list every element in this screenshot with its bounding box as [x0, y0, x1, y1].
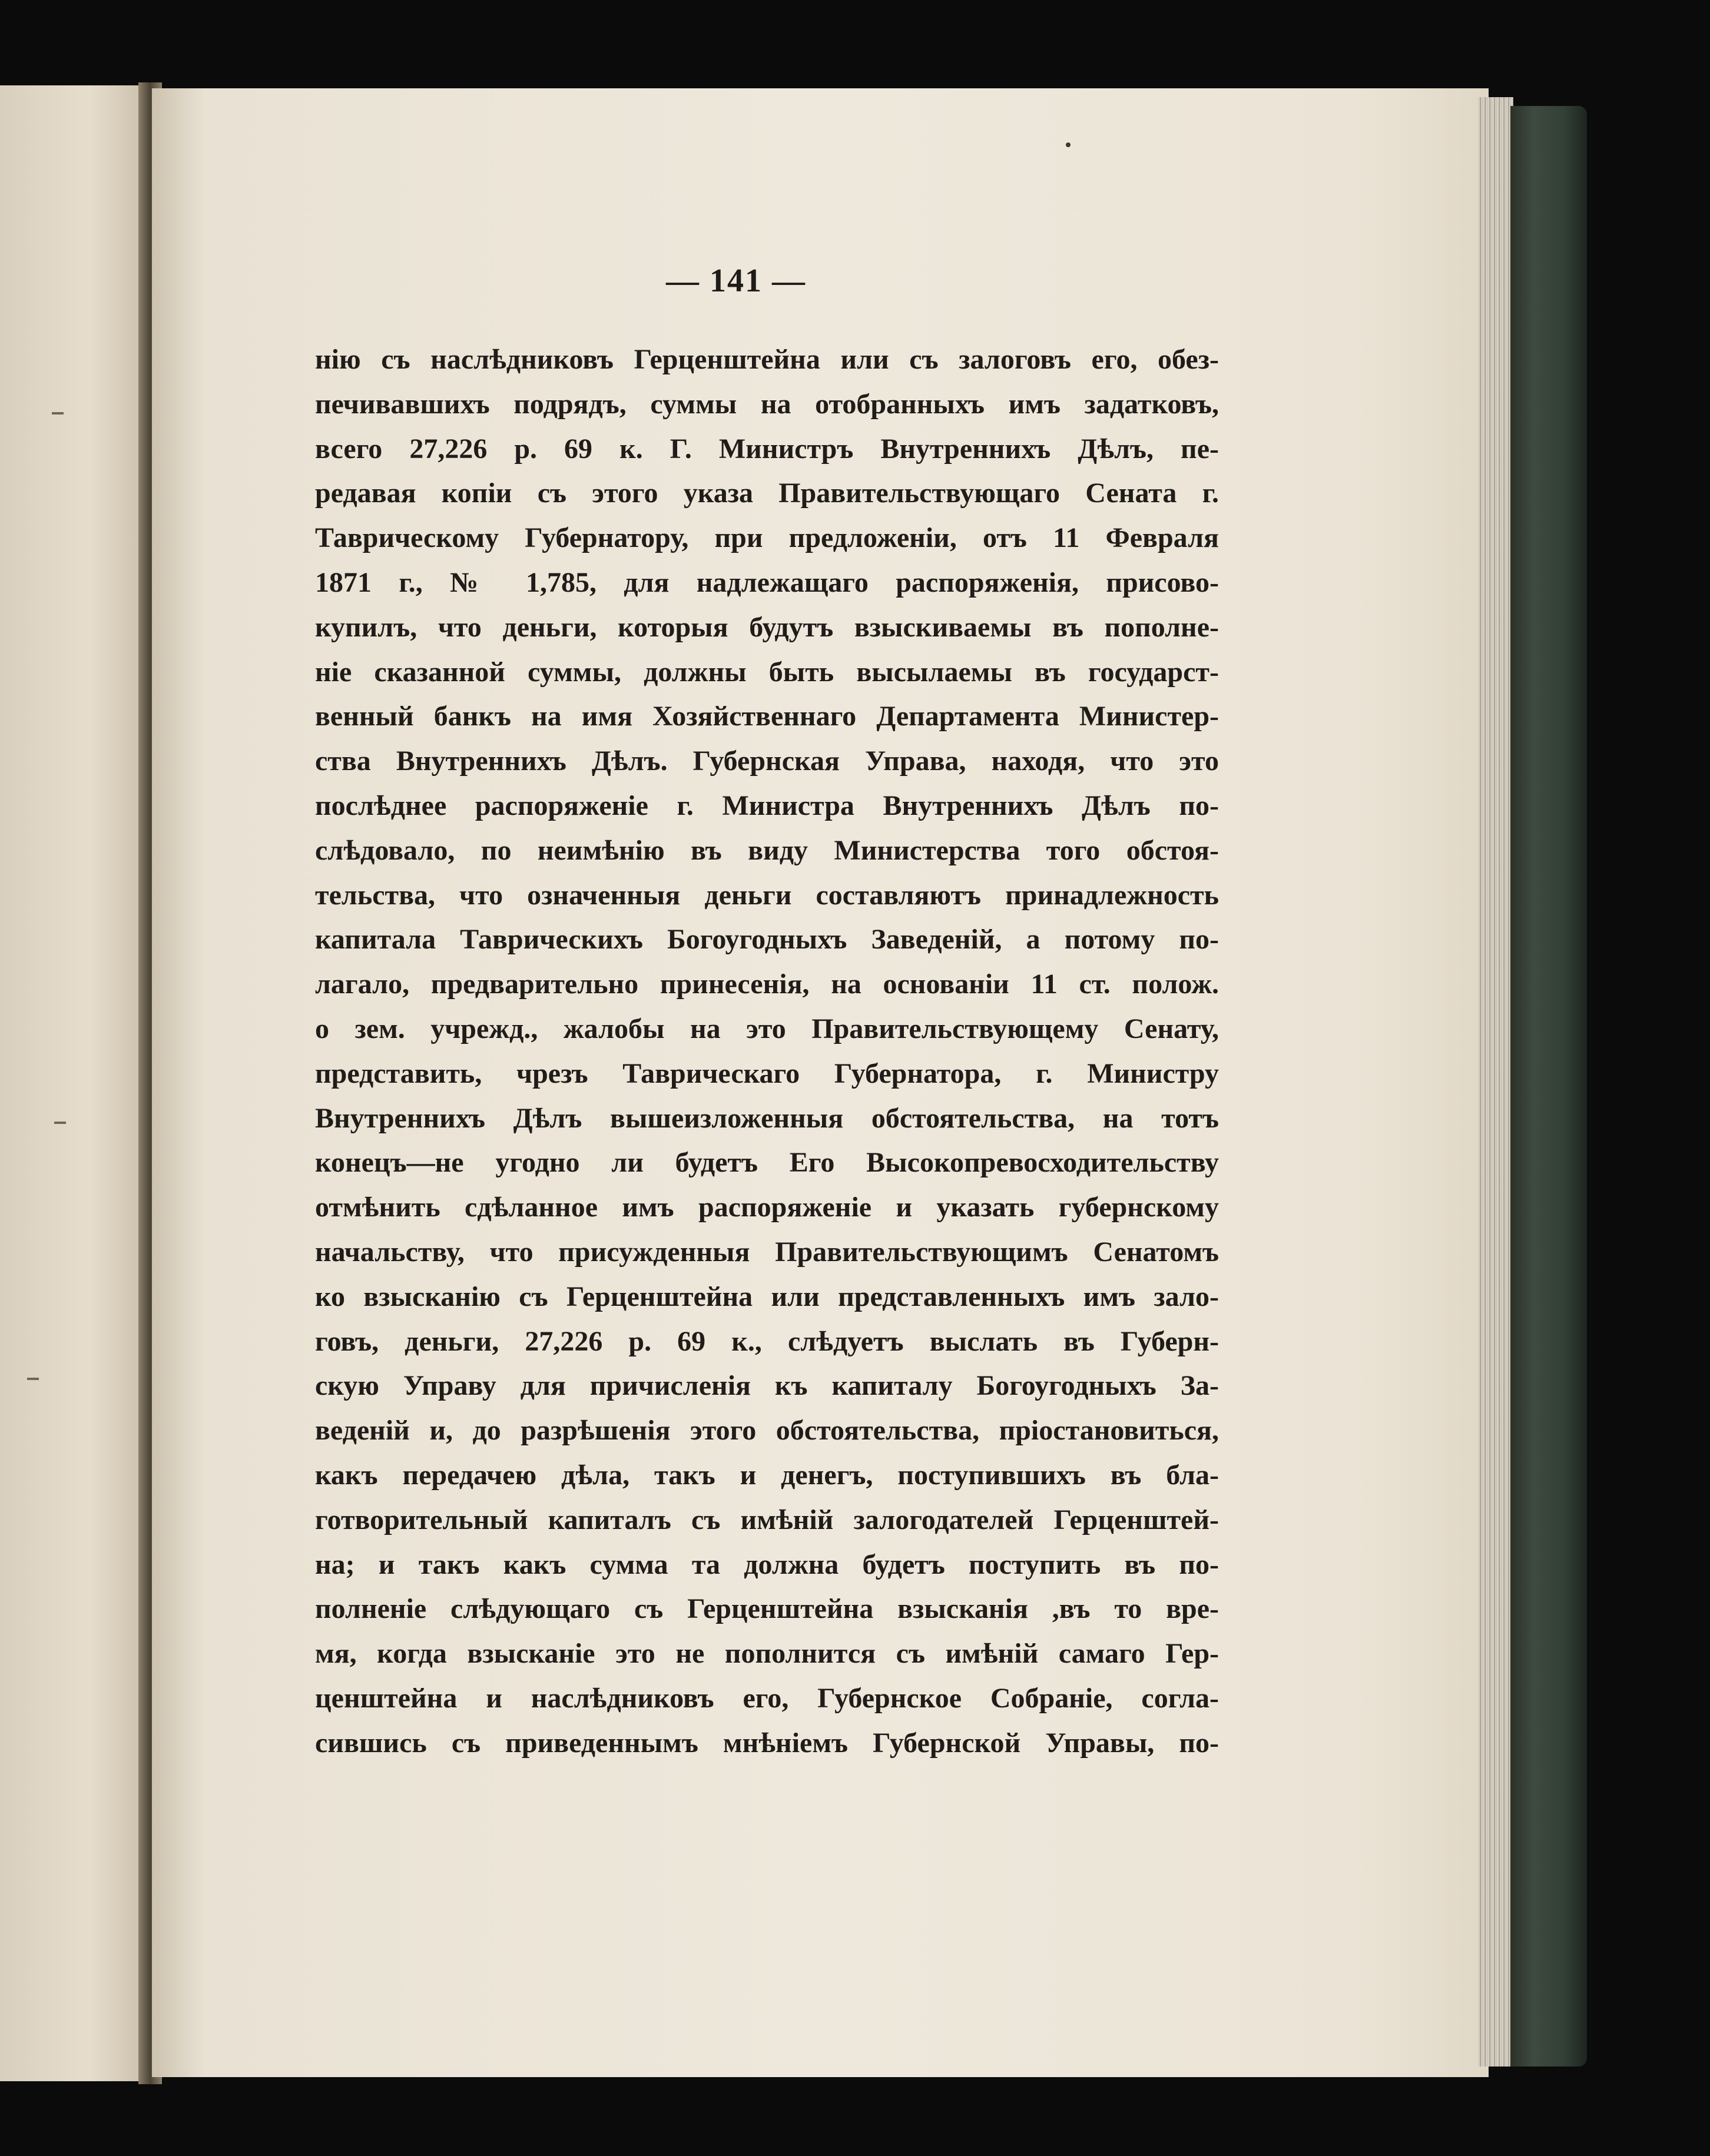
text-line: Внутреннихъ Дѣлъ вышеизложенныя обстоятельства, на тотъ: [315, 1102, 1219, 1134]
text-line: ства Внутреннихъ Дѣлъ. Губернская Управа, находя, что это: [315, 745, 1219, 777]
text-line: 1871 г., № 1,785, для надлежащаго распоряженія, присово-: [315, 566, 1219, 598]
text-line: представить, чрезъ Таврическаго Губернатора, г. Министру: [315, 1057, 1219, 1089]
text-line: скую Управу для причисленія къ капиталу Богоугодныхъ За-: [315, 1370, 1219, 1402]
text-line: веденій и, до разрѣшенія этого обстоятельства, пріостановиться,: [315, 1415, 1219, 1447]
ink-speck: [1066, 142, 1071, 147]
text-line: тельства, что означенныя деньги составляютъ принадлежность: [315, 879, 1219, 911]
text-line: конецъ—не угодно ли будетъ Его Высокопревосходительству: [315, 1147, 1219, 1179]
text-line: готворительный капиталъ съ имѣній залогодателей Герценштей-: [315, 1504, 1219, 1535]
text-line: редавая копіи съ этого указа Правительствующаго Сената г.: [315, 477, 1219, 509]
text-line: всего 27,226 р. 69 к. Г. Министръ Внутреннихъ Дѣлъ, пе-: [315, 433, 1219, 465]
text-line: ніе сказанной суммы, должны быть высылаемы въ государст-: [315, 656, 1219, 688]
text-line: Таврическому Губернатору, при предложеніи, отъ 11 Февраля: [315, 522, 1219, 554]
text-line: говъ, деньги, 27,226 р. 69 к., слѣдуетъ выслать въ Губерн-: [315, 1325, 1219, 1357]
text-line: отмѣнить сдѣланное имъ распоряженіе и указать губернскому: [315, 1192, 1219, 1223]
text-line: послѣднее распоряженіе г. Министра Внутреннихъ Дѣлъ по-: [315, 790, 1219, 821]
left-page-edge: [0, 85, 150, 2081]
text-line: какъ передачею дѣла, такъ и денегъ, поступившихъ въ бла-: [315, 1459, 1219, 1491]
text-line: о зем. учрежд., жалобы на это Правительствующему Сенату,: [315, 1013, 1219, 1044]
text-line: печивавшихъ подрядъ, суммы на отобранныхъ имъ задатковъ,: [315, 388, 1219, 420]
text-line: полненіе слѣдующаго съ Герценштейна взысканія ,въ то вре-: [315, 1593, 1219, 1625]
body-text: [315, 337, 1219, 1766]
book-cover: [1510, 106, 1587, 2067]
text-line: сившись съ приведеннымъ мнѣніемъ Губернской Управы, по-: [315, 1727, 1219, 1759]
page-number: — 141 —: [666, 263, 806, 299]
text-line: венный банкъ на имя Хозяйственнаго Департамента Министер-: [315, 701, 1219, 732]
text-line: нію съ наслѣдниковъ Герценштейна или съ залоговъ его, обез-: [315, 344, 1219, 375]
page-block-edges: [1478, 97, 1513, 2067]
text-line: ценштейна и наслѣдниковъ его, Губернское Собраніе, согла-: [315, 1682, 1219, 1714]
text-line: купилъ, что деньги, которыя будутъ взыскиваемы въ пополне-: [315, 611, 1219, 643]
left-page-mark: [27, 1378, 39, 1380]
left-page-mark: [52, 412, 64, 414]
text-line: начальству, что присужденныя Правительствующимъ Сенатомъ: [315, 1236, 1219, 1268]
text-line: капитала Таврическихъ Богоугодныхъ Заведеній, а потому по-: [315, 924, 1219, 956]
text-line: на; и такъ какъ сумма та должна будетъ поступить въ по-: [315, 1548, 1219, 1580]
text-line: лагало, предварительно принесенія, на основаніи 11 ст. полож.: [315, 968, 1219, 1000]
text-line: мя, когда взысканіе это не пополнится съ имѣній самаго Гер-: [315, 1638, 1219, 1670]
text-line: слѣдовало, по неимѣнію въ виду Министерства того обстоя-: [315, 834, 1219, 866]
text-line: ко взысканію съ Герценштейна или представленныхъ имъ зало-: [315, 1281, 1219, 1312]
left-page-mark: [54, 1122, 66, 1124]
